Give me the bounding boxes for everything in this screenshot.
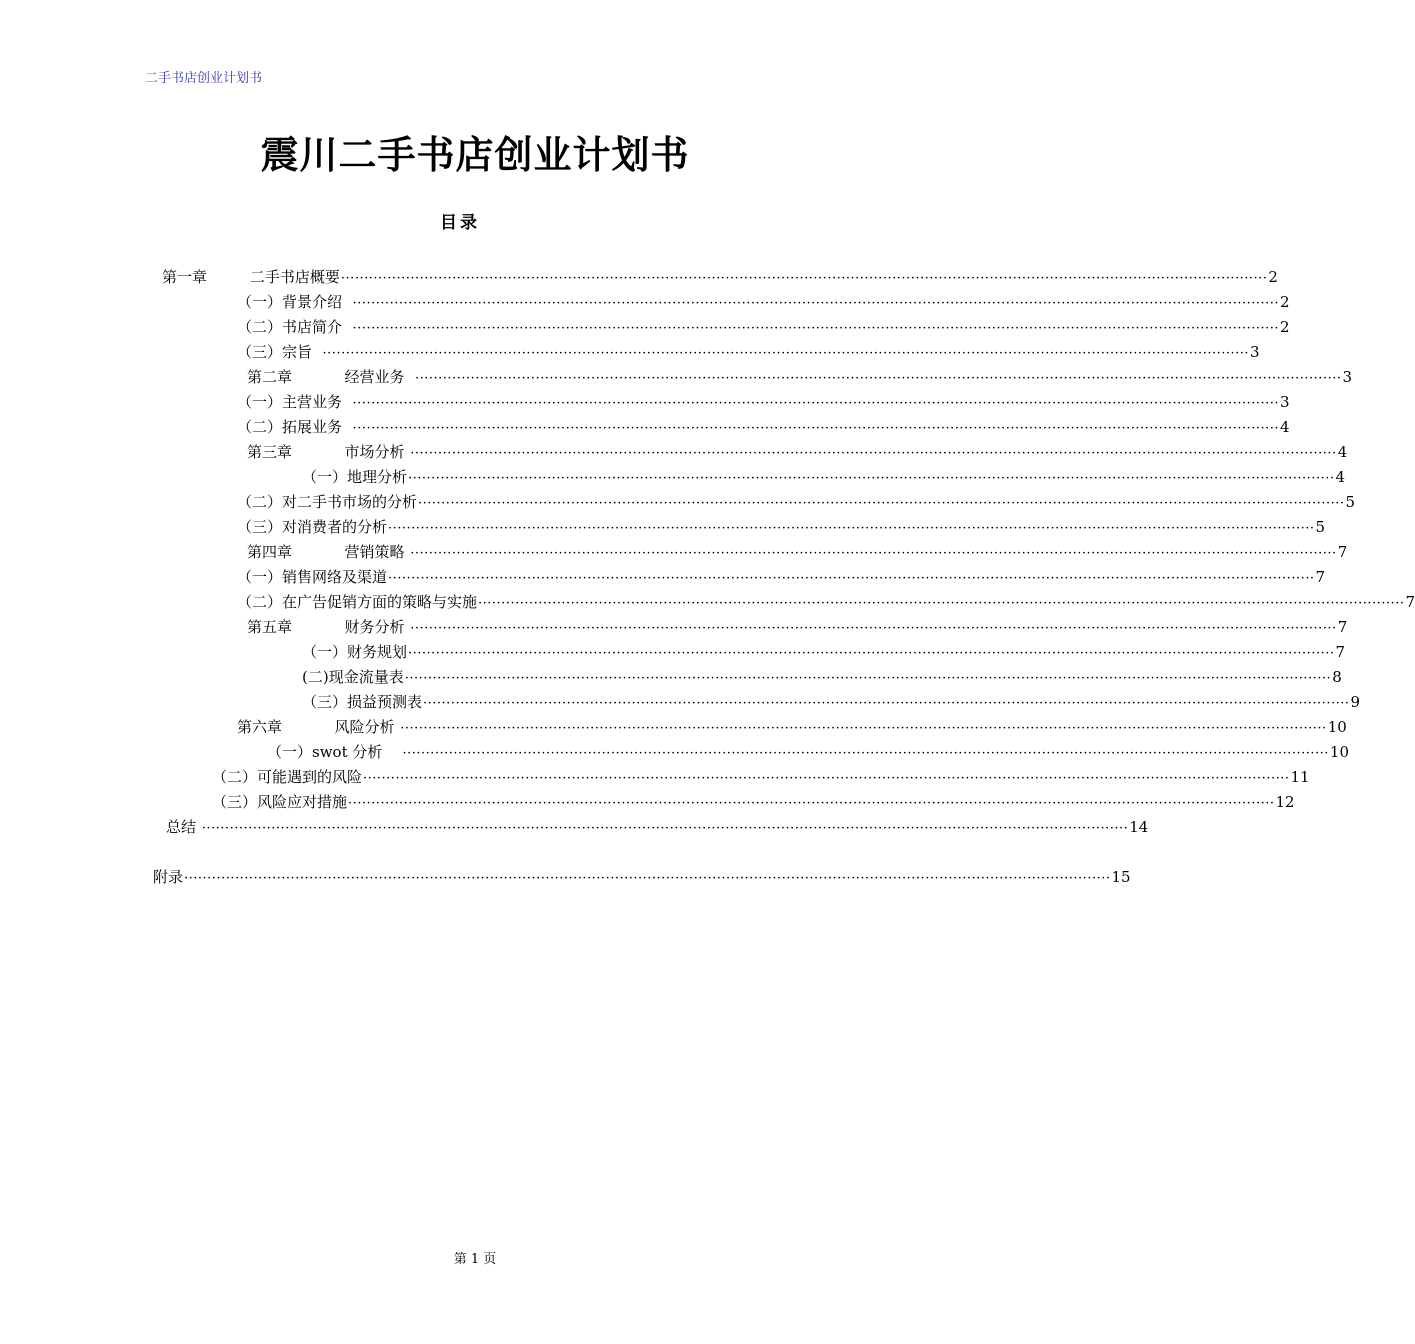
toc-entry[interactable] bbox=[237, 716, 1347, 738]
toc-dot-leader: ········································································································································································································ bbox=[352, 296, 1280, 311]
toc-dot-leader: ········································································································································································································ bbox=[340, 271, 1268, 286]
toc-entry-page: 5 bbox=[1345, 493, 1356, 511]
toc-entry[interactable] bbox=[302, 466, 1346, 488]
toc-entry-page: 15 bbox=[1111, 868, 1131, 886]
toc-dot-leader: ········································································································································································································ bbox=[352, 321, 1280, 336]
toc-entry-label: （三）损益预测表 bbox=[302, 693, 423, 711]
toc-dot-leader: ········································································································································································································ bbox=[322, 346, 1250, 361]
toc-dot-leader: ········································································································································································································ bbox=[415, 371, 1342, 386]
toc-dot-leader: ········································································································································································································ bbox=[410, 446, 1337, 461]
toc-entry-page: 14 bbox=[1129, 818, 1149, 836]
toc-entry[interactable] bbox=[247, 441, 1348, 463]
toc-entry[interactable] bbox=[237, 491, 1356, 513]
toc-dot-leader: ········································································································································································································ bbox=[408, 646, 1335, 661]
toc-dot-leader: ········································································································································································································ bbox=[418, 496, 1345, 511]
toc-dot-leader: ········································································································································································································ bbox=[184, 871, 1111, 886]
toc-entry-page: 4 bbox=[1337, 443, 1348, 461]
toc-dot-leader: ········································································································································································································ bbox=[388, 571, 1315, 586]
toc-entry-label: （一）财务规划 bbox=[302, 643, 408, 661]
toc-entry[interactable] bbox=[302, 641, 1346, 663]
toc-entry-page: 4 bbox=[1335, 468, 1346, 486]
toc-dot-leader: ········································································································································································································ bbox=[423, 696, 1350, 711]
toc-dot-leader: ········································································································································································································ bbox=[388, 521, 1315, 536]
running-header: 二手书店创业计划书 bbox=[145, 71, 263, 86]
toc-entry[interactable] bbox=[237, 591, 1415, 613]
page-number: 第 1 页 bbox=[453, 1252, 497, 1267]
toc-entry-label: 第三章 市场分析 bbox=[247, 443, 410, 461]
toc-entry-page: 4 bbox=[1280, 418, 1290, 436]
toc-entry-label: 附录 bbox=[153, 868, 184, 886]
toc-entry[interactable] bbox=[237, 516, 1326, 538]
toc-entry-label: 第一章 二手书店概要 bbox=[162, 268, 340, 286]
toc-entry-page: 2 bbox=[1268, 268, 1278, 286]
toc-entry-page: 11 bbox=[1290, 768, 1310, 786]
toc-entry-page: 8 bbox=[1332, 668, 1342, 686]
toc-entry-label: 第二章 经营业务 bbox=[247, 368, 414, 386]
toc-entry[interactable] bbox=[212, 766, 1310, 788]
toc-entry-page: 3 bbox=[1250, 343, 1260, 361]
toc-entry-page: 2 bbox=[1280, 293, 1290, 311]
toc-entry-page: 3 bbox=[1280, 393, 1290, 411]
toc-entry-page: 5 bbox=[1315, 518, 1326, 536]
toc-dot-leader: ········································································································································································································ bbox=[348, 796, 1275, 811]
toc-entry[interactable] bbox=[153, 866, 1131, 888]
toc-entry[interactable] bbox=[237, 416, 1290, 438]
toc-entry-label: （三）宗旨 bbox=[237, 343, 322, 361]
toc-entry[interactable] bbox=[162, 266, 1278, 288]
toc-entry[interactable] bbox=[166, 816, 1149, 838]
toc-entry[interactable] bbox=[247, 541, 1348, 563]
toc-entry-label: （一）地理分析 bbox=[302, 468, 408, 486]
toc-dot-leader: ········································································································································································································ bbox=[352, 396, 1280, 411]
toc-dot-leader: ········································································································································································································ bbox=[400, 721, 1327, 736]
toc-dot-leader: ········································································································································································································ bbox=[410, 621, 1337, 636]
toc-entry-label: 第四章 营销策略 bbox=[247, 543, 410, 561]
toc-dot-leader: ········································································································································································································ bbox=[408, 471, 1335, 486]
toc-dot-leader: ········································································································································································································ bbox=[402, 746, 1329, 761]
toc-entry-page: 3 bbox=[1342, 368, 1353, 386]
toc-entry-label: 第六章 风险分析 bbox=[237, 718, 400, 736]
toc-entry-page: 7 bbox=[1405, 593, 1415, 611]
toc-entry[interactable] bbox=[237, 391, 1290, 413]
toc-dot-leader: ········································································································································································································ bbox=[478, 596, 1405, 611]
document-title: 震川二手书店创业计划书 bbox=[260, 133, 690, 177]
toc-dot-leader: ········································································································································································································ bbox=[404, 671, 1332, 686]
toc-entry-label: (二)现金流量表 bbox=[302, 668, 404, 686]
toc-entry-label: （一）销售网络及渠道 bbox=[237, 568, 388, 586]
toc-entry-label: 总结 bbox=[166, 818, 201, 836]
toc-entry-page: 7 bbox=[1337, 618, 1348, 636]
toc-entry-label: （二）对二手书市场的分析 bbox=[237, 493, 418, 511]
toc-entry-label: （一）swot 分析 bbox=[267, 743, 402, 761]
toc-entry-label: （一）主营业务 bbox=[237, 393, 352, 411]
toc-entry-label: 第五章 财务分析 bbox=[247, 618, 410, 636]
toc-entry-label: （一）背景介绍 bbox=[237, 293, 352, 311]
toc-entry-page: 12 bbox=[1275, 793, 1295, 811]
toc-entry-page: 10 bbox=[1327, 718, 1347, 736]
toc-entry[interactable] bbox=[237, 566, 1326, 588]
toc-dot-leader: ········································································································································································································ bbox=[410, 546, 1337, 561]
toc-dot-leader: ········································································································································································································ bbox=[363, 771, 1290, 786]
toc-entry[interactable] bbox=[237, 316, 1290, 338]
toc-entry-label: （二）在广告促销方面的策略与实施 bbox=[237, 593, 478, 611]
toc-dot-leader: ········································································································································································································ bbox=[352, 421, 1280, 436]
toc-entry-label: （二）拓展业务 bbox=[237, 418, 352, 436]
toc-entry[interactable] bbox=[237, 341, 1260, 363]
toc-entry[interactable] bbox=[237, 291, 1290, 313]
toc-entry-label: （二）可能遇到的风险 bbox=[212, 768, 363, 786]
toc-entry[interactable] bbox=[267, 741, 1349, 763]
toc-entry[interactable] bbox=[212, 791, 1295, 813]
toc-entry-page: 7 bbox=[1337, 543, 1348, 561]
toc-entry-page: 2 bbox=[1280, 318, 1290, 336]
toc-entry[interactable] bbox=[302, 691, 1361, 713]
toc-entry-label: （三）风险应对措施 bbox=[212, 793, 348, 811]
toc-entry-label: （二）书店简介 bbox=[237, 318, 352, 336]
toc-entry-label: （三）对消费者的分析 bbox=[237, 518, 388, 536]
toc-entry-page: 10 bbox=[1329, 743, 1349, 761]
toc-dot-leader: ········································································································································································································ bbox=[201, 821, 1129, 836]
toc-entry[interactable] bbox=[247, 366, 1353, 388]
toc-entry-page: 7 bbox=[1315, 568, 1326, 586]
toc-entry[interactable] bbox=[247, 616, 1348, 638]
toc-entry-page: 9 bbox=[1350, 693, 1361, 711]
toc-entry[interactable] bbox=[302, 666, 1342, 688]
toc-heading: 目录 bbox=[440, 213, 480, 233]
toc-entry-page: 7 bbox=[1335, 643, 1346, 661]
